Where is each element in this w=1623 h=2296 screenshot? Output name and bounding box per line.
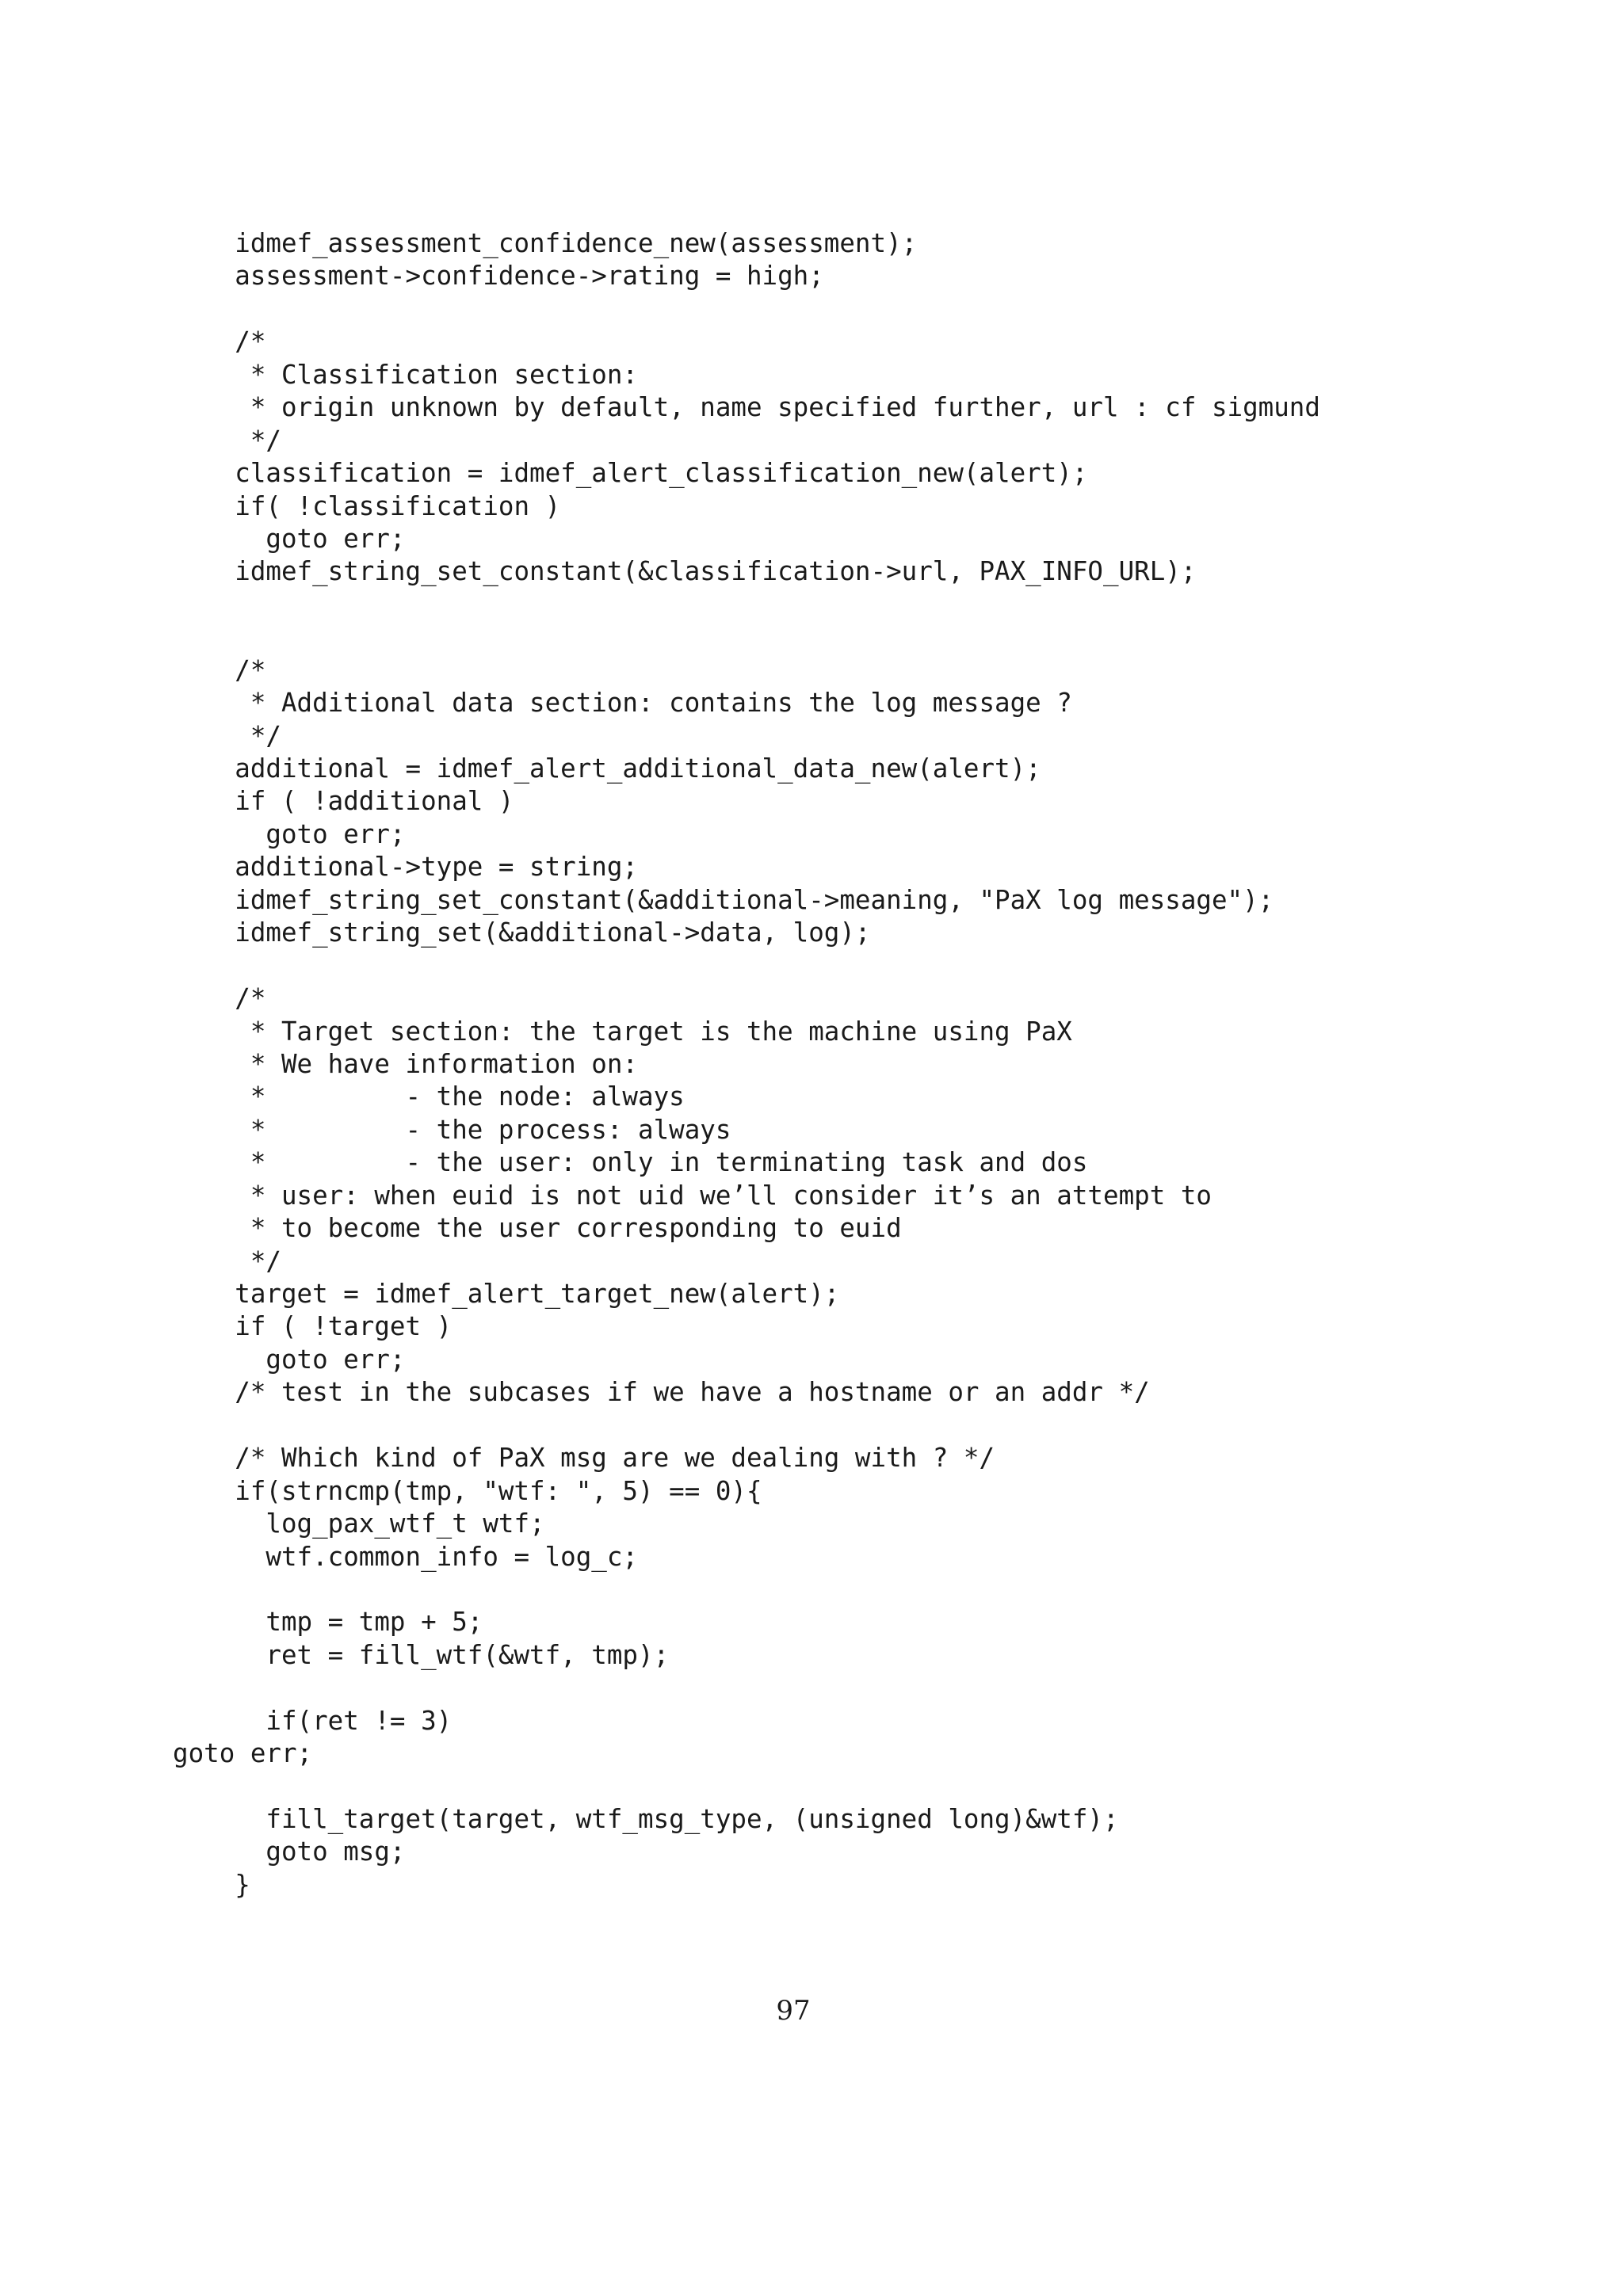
code-line: if ( !additional )	[173, 786, 514, 817]
code-line: goto msg;	[173, 1836, 406, 1867]
code-line	[173, 1771, 1320, 1803]
code-line: goto err;	[173, 1344, 406, 1375]
code-line: * to become the user corresponding to euid	[173, 1213, 902, 1244]
code-line: additional->type = string;	[173, 852, 638, 883]
code-line: additional = idmef_alert_additional_data_new(alert);	[173, 753, 1041, 784]
code-line: goto err;	[173, 818, 406, 849]
code-line	[173, 621, 1320, 654]
code-line	[173, 1409, 1320, 1442]
code-line: wtf.common_info = log_c;	[173, 1541, 638, 1572]
code-line: */	[173, 425, 281, 456]
code-line: if( !classification )	[173, 490, 561, 521]
code-line	[173, 950, 1320, 982]
code-line: * - the process: always	[173, 1114, 731, 1145]
code-line: /*	[173, 326, 266, 357]
code-line: * Classification section:	[173, 359, 638, 390]
code-line: idmef_assessment_confidence_new(assessment);	[173, 228, 918, 258]
code-line: if ( !target )	[173, 1311, 453, 1342]
code-line: assessment->confidence->rating = high;	[173, 261, 824, 292]
code-line: * Additional data section: contains the log message ?	[173, 688, 1072, 719]
code-line: goto err;	[173, 1738, 313, 1769]
code-line: idmef_string_set(&additional->data, log);	[173, 917, 871, 948]
code-line: }	[173, 1869, 250, 1900]
code-line: goto err;	[173, 523, 406, 554]
code-line: idmef_string_set_constant(&classification->url, PAX_INFO_URL);	[173, 556, 1197, 587]
code-line: * origin unknown by default, name specified further, url : cf sigmund	[173, 392, 1320, 423]
code-line: /* Which kind of PaX msg are we dealing with ? */	[173, 1443, 995, 1474]
code-listing	[173, 227, 1320, 1901]
code-line: if(strncmp(tmp, "wtf: ", 5) == 0){	[173, 1475, 762, 1506]
code-line: target = idmef_alert_target_new(alert);	[173, 1279, 840, 1309]
code-line: log_pax_wtf_t wtf;	[173, 1508, 545, 1539]
code-line: fill_target(target, wtf_msg_type, (unsigned long)&wtf);	[173, 1804, 1119, 1834]
page-number: 97	[776, 1995, 811, 2027]
code-line: * - the user: only in terminating task and dos	[173, 1147, 1088, 1178]
code-line: * We have information on:	[173, 1048, 638, 1079]
code-line	[173, 1573, 1320, 1606]
code-line	[173, 589, 1320, 621]
code-line: classification = idmef_alert_classification_new(alert);	[173, 458, 1088, 489]
code-line: ret = fill_wtf(&wtf, tmp);	[173, 1639, 670, 1670]
code-line: /*	[173, 654, 266, 685]
code-line: /*	[173, 983, 266, 1014]
code-line: idmef_string_set_constant(&additional->meaning, "PaX log message");	[173, 884, 1274, 915]
code-line	[173, 293, 1320, 326]
code-line: */	[173, 1245, 281, 1276]
code-line: if(ret != 3)	[173, 1705, 453, 1736]
code-line: * Target section: the target is the machine using PaX	[173, 1016, 1072, 1047]
code-line: /* test in the subcases if we have a hostname or an addr */	[173, 1377, 1150, 1408]
code-line: * - the node: always	[173, 1081, 685, 1112]
code-line: */	[173, 720, 281, 751]
code-line: tmp = tmp + 5;	[173, 1607, 483, 1638]
code-line	[173, 1672, 1320, 1704]
code-line: * user: when euid is not uid we’ll consider it’s an attempt to	[173, 1180, 1212, 1211]
